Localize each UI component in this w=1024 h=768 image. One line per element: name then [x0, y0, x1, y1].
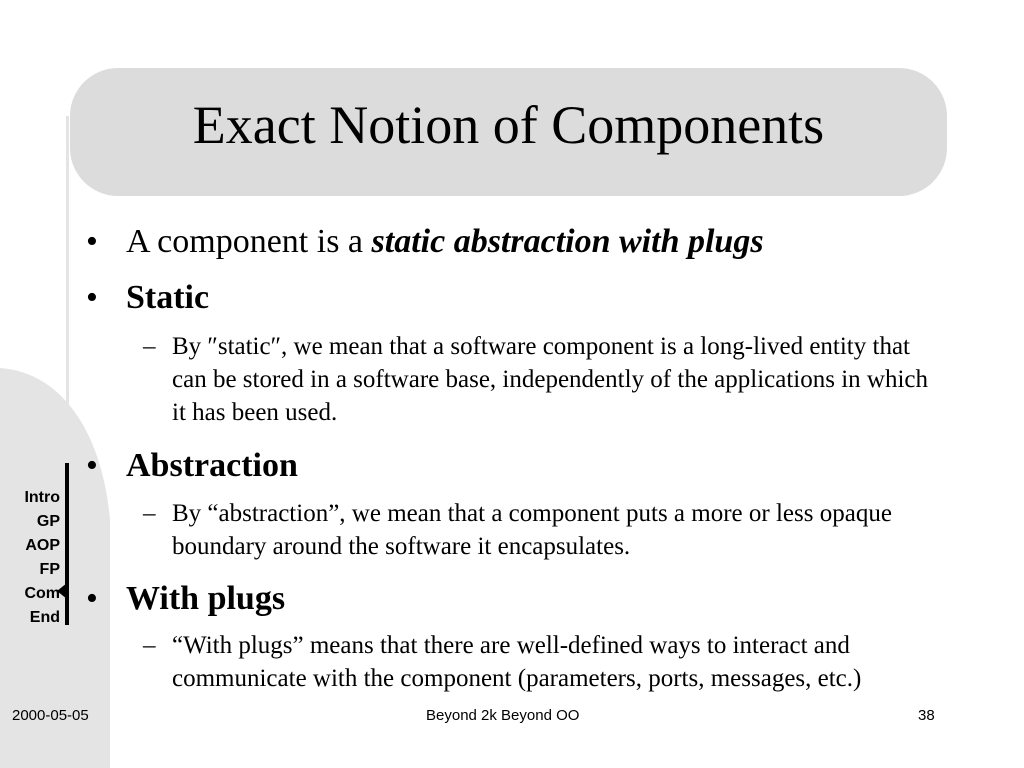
bullet-label: With plugs: [126, 580, 286, 617]
section-nav: [0, 486, 60, 630]
bullet-label: Static: [126, 279, 210, 316]
bullet-marker: •: [86, 223, 98, 260]
subbullet-marker: –: [143, 333, 156, 360]
nav-item-com[interactable]: Com: [24, 585, 60, 602]
footer-page-number: 38: [918, 707, 935, 724]
nav-item-fp[interactable]: FP: [39, 561, 60, 578]
nav-item-intro[interactable]: Intro: [24, 489, 60, 506]
bullet-label: Abstraction: [126, 447, 298, 484]
nav-item-aop[interactable]: AOP: [25, 537, 60, 554]
subbullet-text: “With plugs” means that there are well-defined ways to interact and communicate with the component (parameters, ports, messages, etc.): [172, 632, 862, 692]
subbullet-text: By “abstraction”, we mean that a component puts a more or less opaque boundary around the software it encapsulates.: [172, 500, 892, 560]
nav-item-gp[interactable]: GP: [36, 513, 60, 530]
footer-date: 2000-05-05: [12, 707, 89, 724]
bullet-marker: •: [86, 279, 98, 316]
subbullet-marker: –: [143, 500, 156, 527]
bullet-marker: •: [86, 447, 98, 484]
bullet-text: [126, 222, 764, 262]
slide-title: Exact Notion of Components: [192, 95, 825, 155]
bullet-text-emphasis: static abstraction with plugs: [371, 223, 764, 260]
subbullet-marker: –: [143, 632, 156, 659]
bullet-marker: •: [86, 580, 98, 617]
footer-title: Beyond 2k Beyond OO: [426, 707, 580, 724]
bullet-text-plain: A component is a: [126, 223, 372, 260]
nav-item-end[interactable]: End: [29, 609, 60, 626]
subbullet-text: By ″static″, we mean that a software component is a long-lived entity that can be stored in a software base, independently of the applications in which it has been used.: [172, 333, 929, 426]
